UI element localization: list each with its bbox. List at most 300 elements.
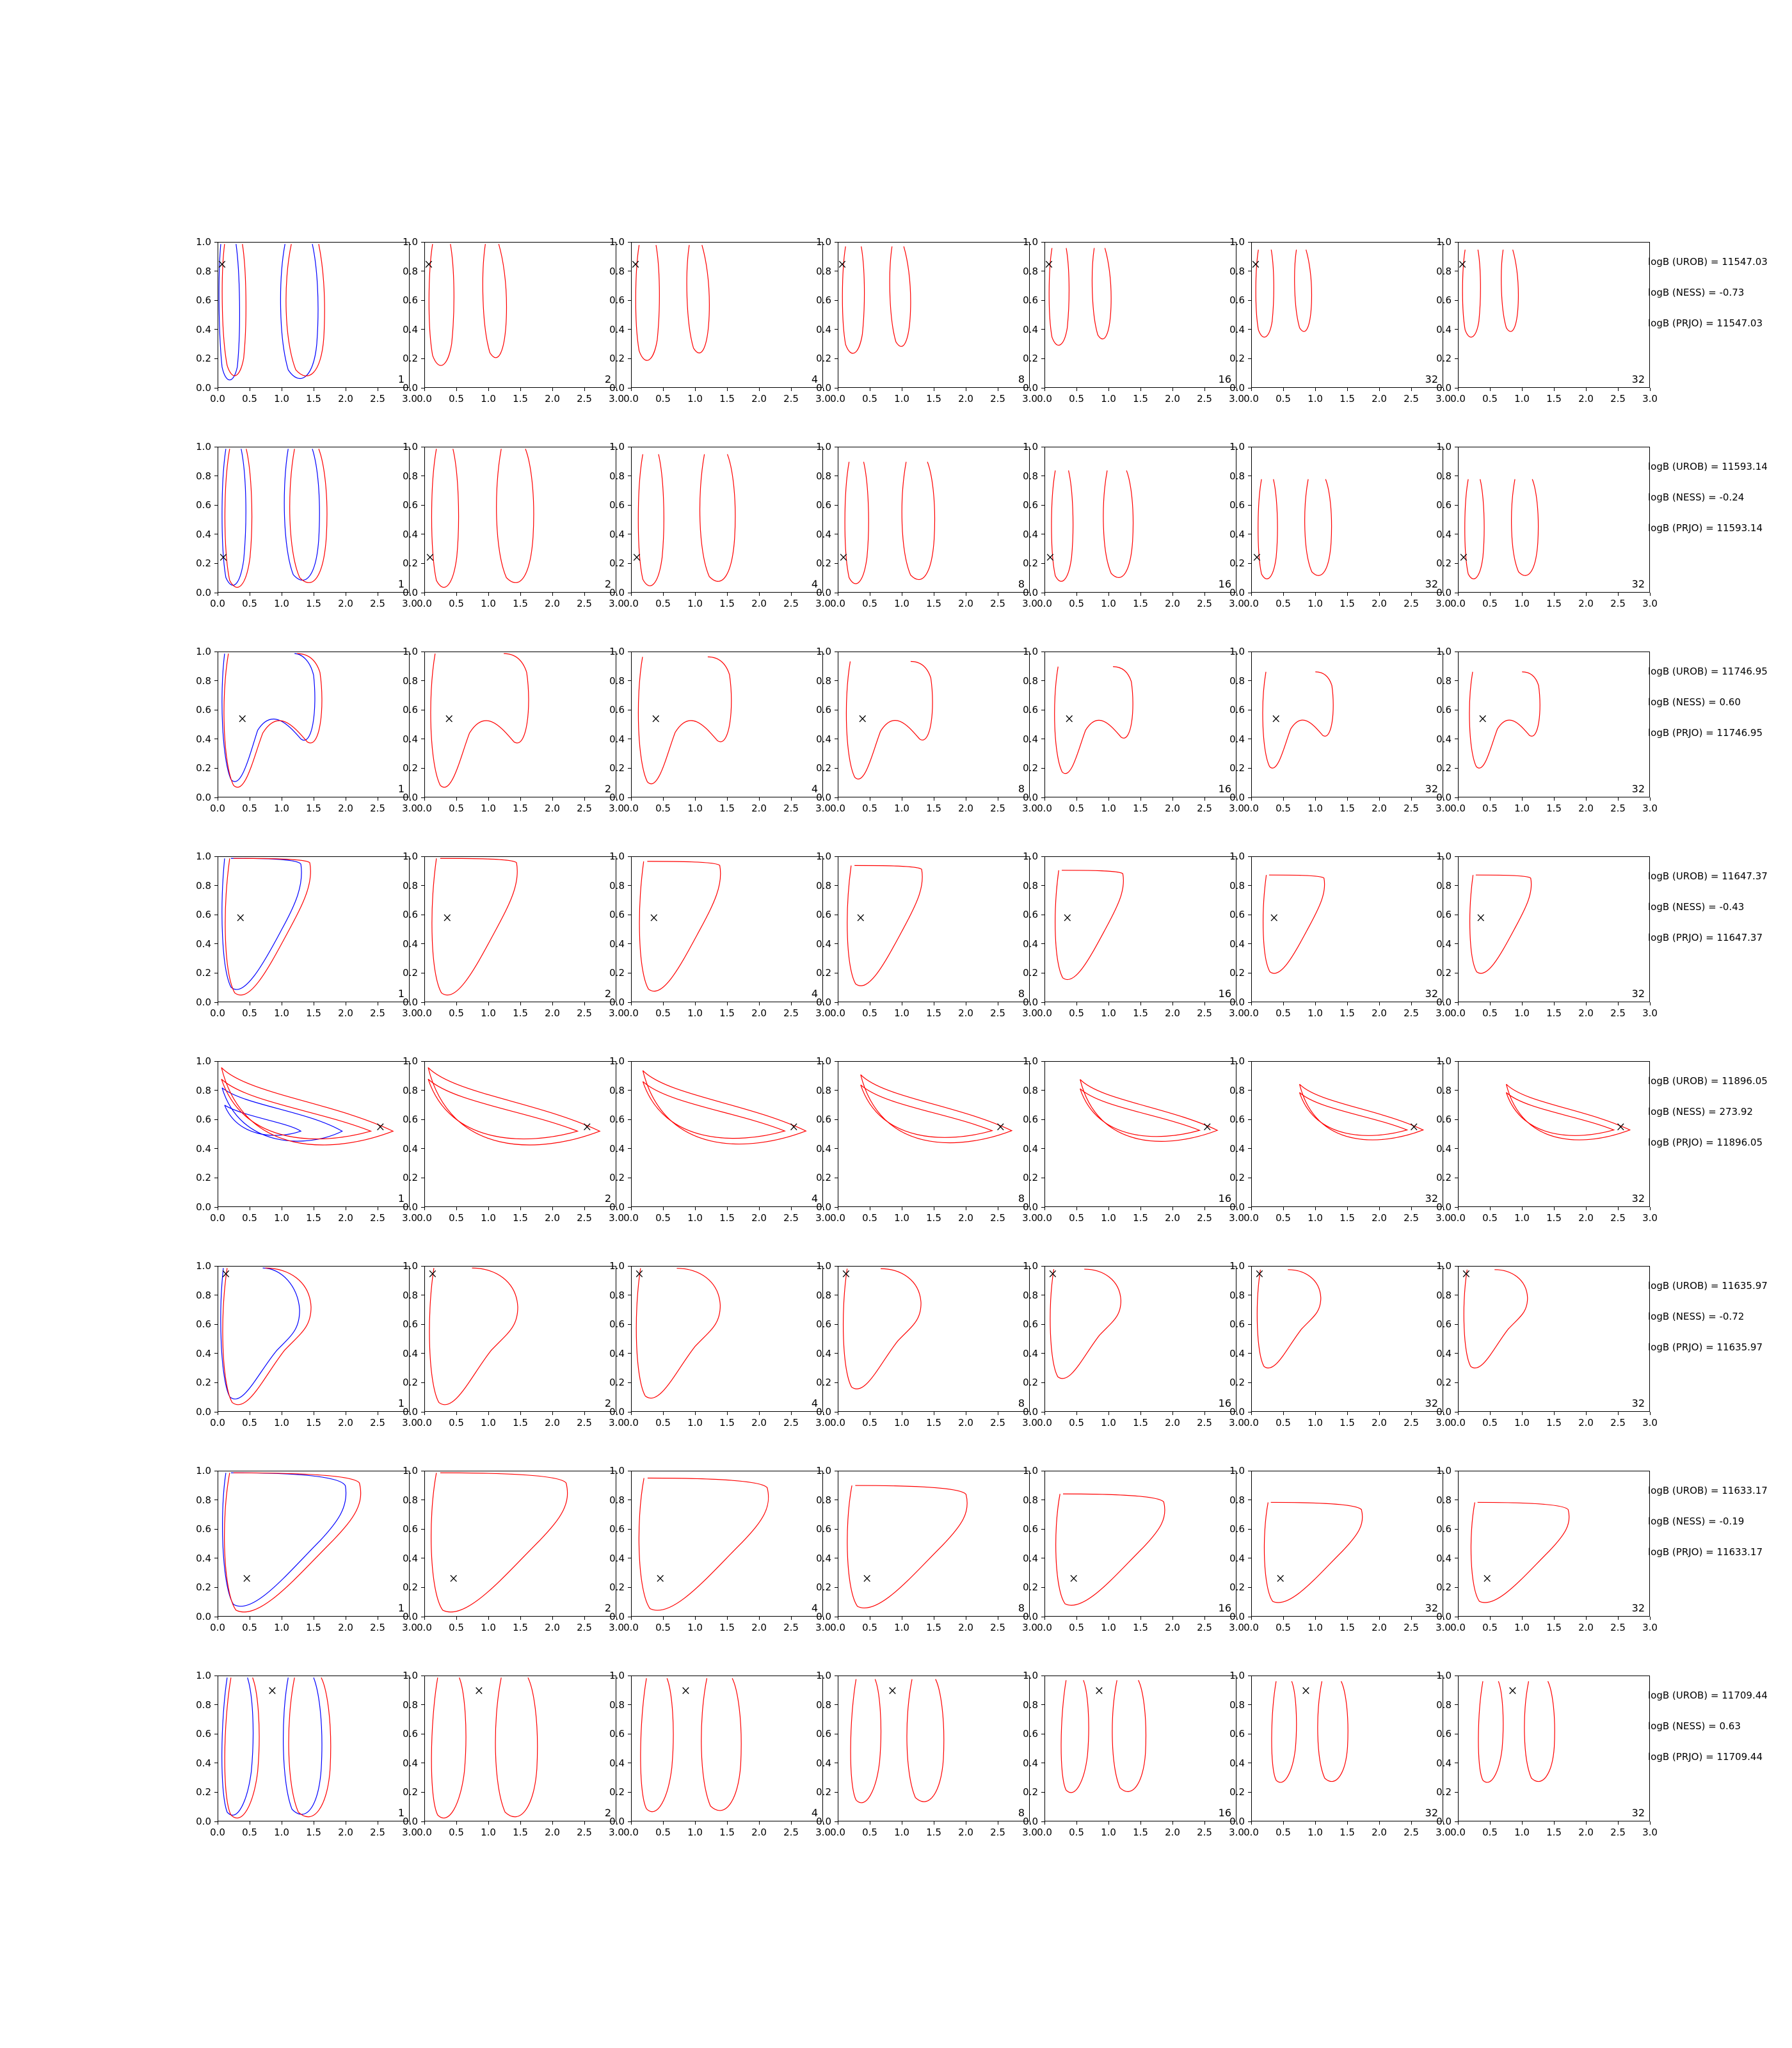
panel-index-label: 32: [1425, 988, 1438, 1000]
x-tick-label: 2.0: [545, 1212, 560, 1224]
y-tick-label: 0.4: [1436, 1347, 1452, 1359]
y-tick-label: 0.6: [816, 1523, 831, 1535]
y-tick-label: 0.2: [1023, 967, 1038, 979]
panel-r5-c7: [1436, 1055, 1658, 1224]
truth-marker: [237, 915, 244, 921]
x-tickmark: [1315, 1617, 1316, 1620]
x-tick-label: 1.0: [894, 393, 909, 404]
y-tick-label: 0.0: [609, 1201, 625, 1213]
y-tick-label: 0.6: [1229, 294, 1245, 307]
panel-index-label: 32: [1425, 578, 1438, 590]
panel-r4-c4: [816, 851, 1037, 1019]
x-tick-label: 2.0: [1578, 1007, 1594, 1019]
y-tick-label: 0.2: [403, 353, 418, 365]
y-tick-label: 0.2: [1436, 762, 1452, 774]
x-tickmark: [1140, 593, 1141, 596]
y-tick-label: 1.0: [1436, 646, 1452, 657]
x-tick-label: 1.5: [1546, 1417, 1562, 1428]
plot-area: [631, 1266, 823, 1412]
y-tick-label: 0.2: [403, 967, 418, 979]
x-tickmark: [1076, 1821, 1077, 1825]
x-tick-label: 0.5: [1482, 393, 1498, 404]
y-tick-label: 0.0: [1023, 792, 1038, 803]
y-tickmark: [835, 1090, 838, 1091]
x-tickmark: [1076, 797, 1077, 801]
panel-r4-c3: [609, 851, 831, 1019]
x-tick-label: 1.0: [1101, 1212, 1116, 1224]
y-tick-label: 0.8: [609, 879, 625, 892]
y-tick-label: 0.6: [1229, 1523, 1245, 1535]
x-tick-label: 1.0: [274, 598, 289, 609]
x-tick-label: 1.0: [481, 803, 496, 814]
x-tick-label: 2.5: [1197, 1007, 1212, 1019]
x-tickmark: [520, 1821, 521, 1825]
y-tick-label: 0.6: [403, 704, 418, 716]
x-tick-label: 1.0: [1101, 1417, 1116, 1428]
plot-area: [631, 1471, 823, 1617]
y-tick-label: 1.0: [1023, 646, 1038, 657]
y-tick-label: 1.0: [816, 1670, 831, 1681]
panel-r6-c7: [1436, 1260, 1658, 1428]
y-tickmark: [1041, 1821, 1044, 1822]
y-tick-label: 0.0: [1436, 1406, 1452, 1418]
x-tick-label: 2.5: [783, 1007, 799, 1019]
y-tick-label: 0.2: [1436, 353, 1452, 365]
y-tickmark: [835, 1324, 838, 1325]
plot-area: [838, 242, 1030, 388]
x-tick-label: 0.0: [417, 1622, 432, 1633]
y-tick-label: 0.2: [196, 967, 211, 979]
x-tick-label: 3.0: [1436, 598, 1451, 609]
panel-r3-c3: [609, 646, 831, 814]
y-tick-label: 0.4: [403, 528, 418, 540]
x-tick-label: 2.0: [958, 1827, 973, 1838]
plot-area: [424, 1471, 616, 1617]
x-tickmark: [727, 388, 728, 391]
x-tick-label: 0.5: [1276, 1622, 1291, 1633]
x-tick-label: 2.5: [1197, 1212, 1212, 1224]
y-tick-label: 0.0: [1023, 1611, 1038, 1622]
x-tick-label: 1.0: [1514, 803, 1530, 814]
y-tickmark: [1248, 856, 1251, 857]
plot-area: [1044, 242, 1236, 388]
truth-marker: [1484, 1575, 1491, 1581]
x-tick-label: 2.5: [1197, 1417, 1212, 1428]
y-tick-label: 0.8: [1436, 1289, 1452, 1301]
y-tick-label: 0.2: [816, 557, 831, 570]
panel-index-label: 1: [397, 1807, 404, 1819]
x-tick-label: 2.0: [1578, 1212, 1594, 1224]
plot-area: [838, 652, 1030, 797]
x-tick-label: 2.5: [370, 1827, 385, 1838]
y-tickmark: [1248, 242, 1251, 243]
panel-index-label: 16: [1218, 1807, 1231, 1819]
y-tick-label: 0.6: [609, 1114, 625, 1126]
y-tick-label: 0.0: [609, 1406, 625, 1418]
x-tickmark: [727, 1821, 728, 1825]
y-tickmark: [421, 300, 424, 301]
x-tick-label: 1.0: [481, 1007, 496, 1019]
y-tickmark: [628, 1324, 631, 1325]
panel-index-label: 16: [1218, 578, 1231, 590]
y-tick-label: 0.2: [1436, 557, 1452, 570]
x-tick-label: 2.5: [783, 1212, 799, 1224]
y-tick-label: 0.8: [196, 675, 211, 687]
x-tick-label: 1.0: [1101, 1007, 1116, 1019]
y-tick-label: 0.4: [403, 1552, 418, 1564]
y-tickmark: [1041, 1119, 1044, 1120]
y-tick-label: 0.6: [1436, 294, 1452, 307]
y-tick-label: 0.8: [1436, 470, 1452, 482]
y-tick-label: 0.8: [196, 1699, 211, 1711]
truth-marker: [444, 915, 451, 921]
y-tick-label: 0.8: [403, 265, 418, 277]
x-tickmark: [1458, 388, 1459, 391]
y-tick-label: 0.2: [1023, 1172, 1038, 1184]
x-tickmark: [1490, 1821, 1491, 1825]
x-tick-label: 0.0: [623, 1417, 639, 1428]
y-tick-label: 0.6: [816, 294, 831, 307]
x-tick-label: 2.5: [370, 1417, 385, 1428]
x-tick-label: 1.5: [1133, 393, 1148, 404]
x-tickmark: [520, 1617, 521, 1620]
y-tick-label: 1.0: [403, 1055, 418, 1067]
y-tick-label: 0.8: [196, 1289, 211, 1301]
legend-line: logB (PRJO) = 11547.03: [1648, 317, 1763, 329]
x-tickmark: [1411, 797, 1412, 801]
x-tickmark: [1490, 1002, 1491, 1005]
plot-area: [1251, 1471, 1443, 1617]
x-tick-label: 0.0: [1037, 1622, 1052, 1633]
y-tick-label: 0.6: [196, 1114, 211, 1126]
x-tickmark: [695, 388, 696, 391]
panel-index-label: 2: [604, 1397, 611, 1409]
y-tick-label: 0.2: [609, 1581, 625, 1594]
x-tick-label: 1.5: [1340, 1212, 1355, 1224]
x-tick-label: 1.5: [306, 1622, 321, 1633]
plot-area: [218, 242, 410, 388]
legend-line: logB (NESS) = -0.72: [1648, 1311, 1745, 1322]
x-tickmark: [1204, 1821, 1205, 1825]
truth-marker: [1480, 716, 1486, 722]
x-tick-label: 1.5: [1133, 1212, 1148, 1224]
y-tickmark: [1248, 1704, 1251, 1705]
x-tick-label: 2.5: [783, 598, 799, 609]
y-tickmark: [421, 1704, 424, 1705]
x-tickmark: [1251, 388, 1252, 391]
truth-marker: [858, 915, 864, 921]
legend-line: logB (PRJO) = 11647.37: [1648, 932, 1763, 943]
y-tickmark: [628, 1090, 631, 1091]
y-tickmark: [1248, 1324, 1251, 1325]
panel-index-label: 8: [1018, 373, 1025, 385]
y-tick-label: 1.0: [403, 851, 418, 862]
y-tickmark: [835, 563, 838, 564]
y-tick-label: 0.6: [403, 294, 418, 307]
x-tick-label: 2.0: [958, 393, 973, 404]
panel-r2-c2: [403, 441, 624, 609]
x-tick-label: 2.5: [1197, 1827, 1212, 1838]
x-tick-label: 2.5: [990, 1007, 1005, 1019]
y-tickmark: [1248, 943, 1251, 944]
x-tickmark: [1204, 1002, 1205, 1005]
x-tickmark: [1315, 593, 1316, 596]
plot-area: [424, 447, 616, 593]
x-tick-label: 1.0: [687, 1212, 703, 1224]
y-tick-label: 0.0: [196, 1611, 211, 1622]
x-tick-label: 2.0: [1578, 1827, 1594, 1838]
x-tick-label: 0.5: [449, 1212, 464, 1224]
panel-index-label: 32: [1631, 1192, 1645, 1204]
x-tick-label: 2.5: [990, 1212, 1005, 1224]
legend-line: logB (UROB) = 11709.44: [1648, 1690, 1768, 1701]
y-tickmark: [1248, 1382, 1251, 1383]
x-tickmark: [1283, 1002, 1284, 1005]
x-tick-label: 3.0: [815, 803, 831, 814]
y-tickmark: [1041, 1382, 1044, 1383]
x-tick-label: 0.5: [449, 598, 464, 609]
y-tickmark: [628, 797, 631, 798]
legend-line: logB (UROB) = 11633.17: [1648, 1485, 1768, 1496]
x-tick-label: 3.0: [1642, 1007, 1658, 1019]
x-tickmark: [1618, 797, 1619, 801]
x-tick-label: 0.0: [1450, 1007, 1466, 1019]
truth-marker: [1459, 261, 1466, 268]
panel-r4-c2: [403, 851, 624, 1019]
x-tick-label: 0.5: [1276, 598, 1291, 609]
y-tickmark: [1041, 1792, 1044, 1793]
x-tickmark: [456, 388, 457, 391]
x-tick-label: 1.0: [687, 1827, 703, 1838]
y-tick-label: 0.6: [1229, 499, 1245, 511]
x-tick-label: 2.5: [783, 393, 799, 404]
y-tick-label: 0.4: [816, 528, 831, 540]
y-tick-label: 0.8: [196, 879, 211, 892]
x-tick-label: 2.5: [1404, 803, 1419, 814]
x-tickmark: [584, 797, 585, 801]
x-tick-label: 1.5: [926, 1007, 941, 1019]
y-tick-label: 0.4: [816, 1142, 831, 1155]
x-tick-label: 2.5: [577, 803, 592, 814]
x-tick-label: 2.0: [958, 1212, 973, 1224]
x-tick-label: 2.5: [577, 1827, 592, 1838]
panel-r8-c2: [403, 1670, 624, 1838]
plot-area: [838, 856, 1030, 1002]
y-tick-label: 0.4: [1229, 1142, 1245, 1155]
x-tickmark: [456, 1617, 457, 1620]
x-tick-label: 1.5: [1133, 1007, 1148, 1019]
x-tick-label: 1.5: [719, 1007, 735, 1019]
y-tick-label: 0.4: [1436, 1142, 1452, 1155]
y-tick-label: 1.0: [403, 1670, 418, 1681]
panel-index-label: 4: [811, 988, 818, 1000]
x-tick-label: 2.0: [958, 1622, 973, 1633]
x-tickmark: [1618, 1617, 1619, 1620]
x-tickmark: [1251, 1412, 1252, 1415]
truth-marker: [632, 261, 639, 268]
y-tick-label: 0.2: [609, 967, 625, 979]
y-tickmark: [835, 768, 838, 769]
x-tickmark: [1522, 388, 1523, 391]
x-tickmark: [488, 1207, 489, 1210]
x-tick-label: 2.5: [783, 803, 799, 814]
y-tick-label: 0.8: [1229, 265, 1245, 277]
y-tick-label: 0.4: [1229, 733, 1245, 745]
x-tick-label: 0.5: [242, 1622, 257, 1633]
panel-index-label: 1: [397, 1397, 404, 1409]
x-tick-label: 1.5: [1340, 803, 1355, 814]
x-tick-label: 2.5: [370, 1212, 385, 1224]
panel-index-label: 16: [1218, 1192, 1231, 1204]
x-tick-label: 2.0: [751, 803, 767, 814]
x-tick-label: 0.5: [1276, 1007, 1291, 1019]
x-tick-label: 1.5: [926, 1417, 941, 1428]
y-tick-label: 0.0: [403, 1611, 418, 1622]
y-tick-label: 1.0: [196, 1260, 211, 1272]
x-tick-label: 2.0: [958, 598, 973, 609]
y-tick-label: 0.2: [403, 557, 418, 570]
x-tickmark: [1140, 1412, 1141, 1415]
x-tick-label: 1.0: [894, 803, 909, 814]
x-tickmark: [631, 1821, 632, 1825]
panel-r6-c5: [1023, 1260, 1244, 1428]
x-tick-label: 1.5: [306, 1827, 321, 1838]
panel-r4-c1: [196, 851, 417, 1019]
x-tickmark: [1172, 1207, 1173, 1210]
y-tick-label: 0.0: [1023, 382, 1038, 394]
truth-marker: [378, 1124, 384, 1130]
x-tick-label: 1.5: [1133, 598, 1148, 609]
y-tick-label: 0.0: [1436, 1816, 1452, 1827]
x-tick-label: 2.5: [1610, 1007, 1626, 1019]
y-tickmark: [628, 1266, 631, 1267]
x-tick-label: 1.0: [1514, 393, 1530, 404]
y-tick-label: 0.6: [1436, 499, 1452, 511]
y-tick-label: 0.2: [1229, 967, 1245, 979]
y-tick-label: 0.8: [609, 675, 625, 687]
x-tick-label: 0.0: [1450, 1827, 1466, 1838]
y-tick-label: 0.8: [1436, 879, 1452, 892]
y-tickmark: [835, 329, 838, 330]
x-tick-label: 0.5: [862, 393, 877, 404]
y-tick-label: 1.0: [816, 1055, 831, 1067]
panel-index-label: 32: [1631, 1807, 1645, 1819]
x-tickmark: [759, 1617, 760, 1620]
plot-area: [838, 447, 1030, 593]
truth-marker: [1071, 1575, 1077, 1581]
x-tick-label: 1.0: [1308, 1007, 1323, 1019]
panel-index-label: 16: [1218, 373, 1231, 385]
x-tick-label: 0.5: [1069, 1007, 1084, 1019]
y-tick-label: 0.0: [1229, 1406, 1245, 1418]
x-tick-label: 1.0: [481, 598, 496, 609]
x-tickmark: [1650, 1412, 1651, 1415]
legend-line: logB (PRJO) = 11635.97: [1648, 1341, 1763, 1353]
x-tickmark: [1618, 1821, 1619, 1825]
x-tickmark: [1411, 1821, 1412, 1825]
x-tickmark: [1076, 1002, 1077, 1005]
y-tick-label: 0.8: [609, 1084, 625, 1096]
x-tick-label: 3.0: [402, 1827, 417, 1838]
x-tickmark: [1204, 797, 1205, 801]
x-tick-label: 0.0: [210, 1212, 225, 1224]
x-tickmark: [1076, 593, 1077, 596]
x-tick-label: 3.0: [1229, 1417, 1244, 1428]
y-tick-label: 0.6: [609, 294, 625, 307]
plot-area: [218, 1676, 410, 1821]
x-tick-label: 0.5: [1069, 598, 1084, 609]
x-tick-label: 1.5: [719, 1417, 735, 1428]
y-tick-label: 0.0: [1023, 1406, 1038, 1418]
panel-r7-c1: [196, 1465, 417, 1633]
y-tickmark: [214, 1821, 218, 1822]
x-tick-label: 0.5: [1482, 598, 1498, 609]
plot-area: [1044, 1676, 1236, 1821]
y-tickmark: [1041, 1587, 1044, 1588]
y-tick-label: 0.4: [403, 1347, 418, 1359]
y-tick-label: 1.0: [1436, 441, 1452, 452]
y-tickmark: [214, 1148, 218, 1149]
x-tickmark: [1554, 1412, 1555, 1415]
y-tick-label: 0.4: [403, 733, 418, 745]
x-tickmark: [1347, 1617, 1348, 1620]
y-tick-label: 0.6: [1023, 294, 1038, 307]
x-tickmark: [456, 1002, 457, 1005]
truth-marker: [446, 716, 452, 722]
x-tickmark: [1108, 1617, 1109, 1620]
x-tick-label: 1.0: [1101, 393, 1116, 404]
truth-marker: [860, 716, 866, 722]
x-tickmark: [759, 1002, 760, 1005]
x-tick-label: 0.0: [417, 1827, 432, 1838]
x-tick-label: 2.5: [990, 1827, 1005, 1838]
x-tickmark: [1458, 1207, 1459, 1210]
y-tickmark: [835, 797, 838, 798]
x-tickmark: [1251, 1821, 1252, 1825]
x-tickmark: [759, 1207, 760, 1210]
y-tick-label: 0.8: [816, 1289, 831, 1301]
x-tick-label: 0.5: [1482, 1622, 1498, 1633]
x-tickmark: [552, 593, 553, 596]
panel-index-label: 16: [1218, 988, 1231, 1000]
y-tick-label: 0.6: [1229, 1728, 1245, 1740]
panel-index-label: 8: [1018, 578, 1025, 590]
x-tickmark: [791, 1412, 792, 1415]
x-tickmark: [1283, 1821, 1284, 1825]
y-tick-label: 0.6: [1229, 909, 1245, 921]
plot-area: [1044, 1471, 1236, 1617]
x-tickmark: [1251, 797, 1252, 801]
y-tick-label: 1.0: [196, 236, 211, 248]
x-tickmark: [1522, 1207, 1523, 1210]
x-tick-label: 2.0: [1165, 1007, 1180, 1019]
y-tick-label: 1.0: [403, 646, 418, 657]
panel-r1-c1: [196, 236, 417, 404]
x-tickmark: [584, 1412, 585, 1415]
x-tickmark: [1554, 797, 1555, 801]
plot-area: [1458, 652, 1650, 797]
legend-line: logB (PRJO) = 11593.14: [1648, 522, 1763, 534]
x-tickmark: [1172, 1617, 1173, 1620]
truth-marker: [1478, 915, 1484, 921]
x-tick-label: 2.0: [545, 1417, 560, 1428]
x-tickmark: [1458, 1617, 1459, 1620]
y-tick-label: 0.2: [1023, 353, 1038, 365]
x-tickmark: [584, 1821, 585, 1825]
truth-marker: [1271, 915, 1277, 921]
x-tick-label: 2.5: [783, 1622, 799, 1633]
plot-area: [1044, 652, 1236, 797]
